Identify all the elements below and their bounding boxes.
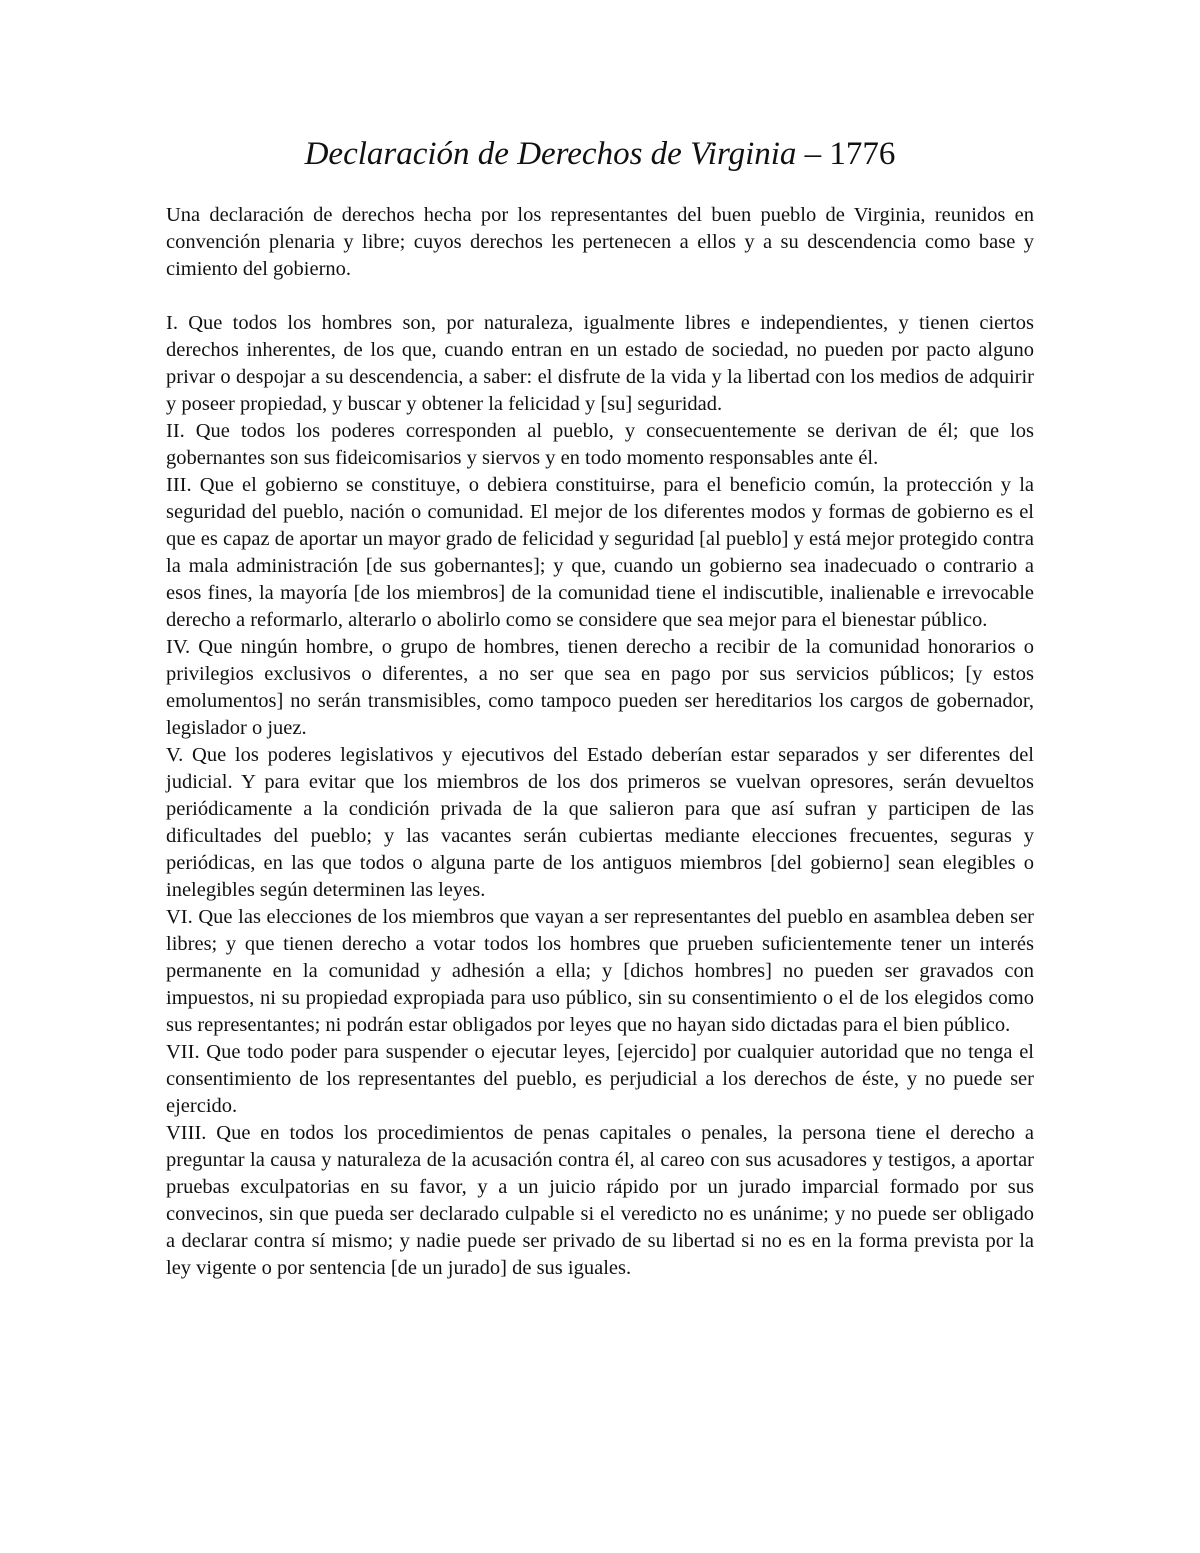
article-paragraph: V. Que los poderes legislativos y ejecutivos del Estado deberían estar separados y ser diferentes del judicial. Y para evitar que los miembros de los dos primeros se vuelvan opresores, serán devueltos periódicamente a la condición privada de la que salieron para que así sufran y participen de las dificultades del pueblo; y las vacantes serán cubiertas mediante elecciones frecuentes, seguras y periódicas, en las que todos o alguna parte de los antiguos miembros [del gobierno] sean elegibles o inelegibles según determinen las leyes. bbox=[166, 744, 1034, 901]
article-paragraph: I. Que todos los hombres son, por naturaleza, igualmente libres e independientes, y tienen ciertos derechos inherentes, de los que, cuando entran en un estado de sociedad, no pueden por pacto alguno privar o despojar a su descendencia, a saber: el disfrute de la vida y la libertad con los medios de adquirir y poseer propiedad, y buscar y obtener la felicidad y [su] seguridad. bbox=[166, 312, 1034, 415]
title-text: Declaración de Derechos de Virginia bbox=[304, 136, 797, 172]
article-paragraph: VII. Que todo poder para suspender o ejecutar leyes, [ejercido] por cualquier autoridad que no tenga el consentimiento de los representantes del pueblo, es perjudicial a los derechos de éste, y no puede ser ejercido. bbox=[166, 1041, 1034, 1117]
document-title bbox=[0, 132, 1200, 176]
intro-paragraph: Una declaración de derechos hecha por los representantes del buen pueblo de Virginia, reunidos en convención plenaria y libre; cuyos derechos les pertenecen a ellos y a su descendencia como base y cimiento del gobierno. bbox=[166, 204, 1034, 280]
article-paragraph: II. Que todos los poderes corresponden al pueblo, y consecuentemente se derivan de él; que los gobernantes son sus fideicomisarios y siervos y en todo momento responsables ante él. bbox=[166, 420, 1034, 469]
article-paragraph: IV. Que ningún hombre, o grupo de hombres, tienen derecho a recibir de la comunidad honorarios o privilegios exclusivos o diferentes, a no ser que sea en pago por sus servicios públicos; [y estos emolumentos] no serán transmisibles, como tampoco pueden ser hereditarios los cargos de gobernador, legislador o juez. bbox=[166, 636, 1034, 739]
article-paragraph: VIII. Que en todos los procedimientos de penas capitales o penales, la persona tiene el derecho a preguntar la causa y naturaleza de la acusación contra él, al careo con sus acusadores y testigos, a aportar pruebas exculpatorias en su favor, y a un juicio rápido por un jurado imparcial formado por sus convecinos, sin que pueda ser declarado culpable si el veredicto no es unánime; y no puede ser obligado a declarar contra sí mismo; y nadie puede ser privado de su libertad si no es en la forma prevista por la ley vigente o por sentencia [de un jurado] de sus iguales. bbox=[166, 1122, 1034, 1279]
document-body bbox=[166, 202, 1034, 1282]
title-year: – 1776 bbox=[796, 136, 896, 172]
article-paragraph: VI. Que las elecciones de los miembros que vayan a ser representantes del pueblo en asamblea deben ser libres; y que tienen derecho a votar todos los hombres que prueben suficientemente tener un interés permanente en la comunidad y adhesión a ella; y [dichos hombres] no pueden ser gravados con impuestos, ni su propiedad expropiada para uso público, sin su consentimiento o el de los elegidos como sus representantes; ni podrán estar obligados por leyes que no hayan sido dictadas para el bien público. bbox=[166, 906, 1034, 1036]
article-paragraph: III. Que el gobierno se constituye, o debiera constituirse, para el beneficio común, la protección y la seguridad del pueblo, nación o comunidad. El mejor de los diferentes modos y formas de gobierno es el que es capaz de aportar un mayor grado de felicidad y seguridad [al pueblo] y está mejor protegido contra la mala administración [de sus gobernantes]; y que, cuando un gobierno sea inadecuado o contrario a esos fines, la mayoría [de los miembros] de la comunidad tiene el indiscutible, inalienable e irrevocable derecho a reformarlo, alterarlo o abolirlo como se considere que sea mejor para el bienestar público. bbox=[166, 474, 1034, 631]
